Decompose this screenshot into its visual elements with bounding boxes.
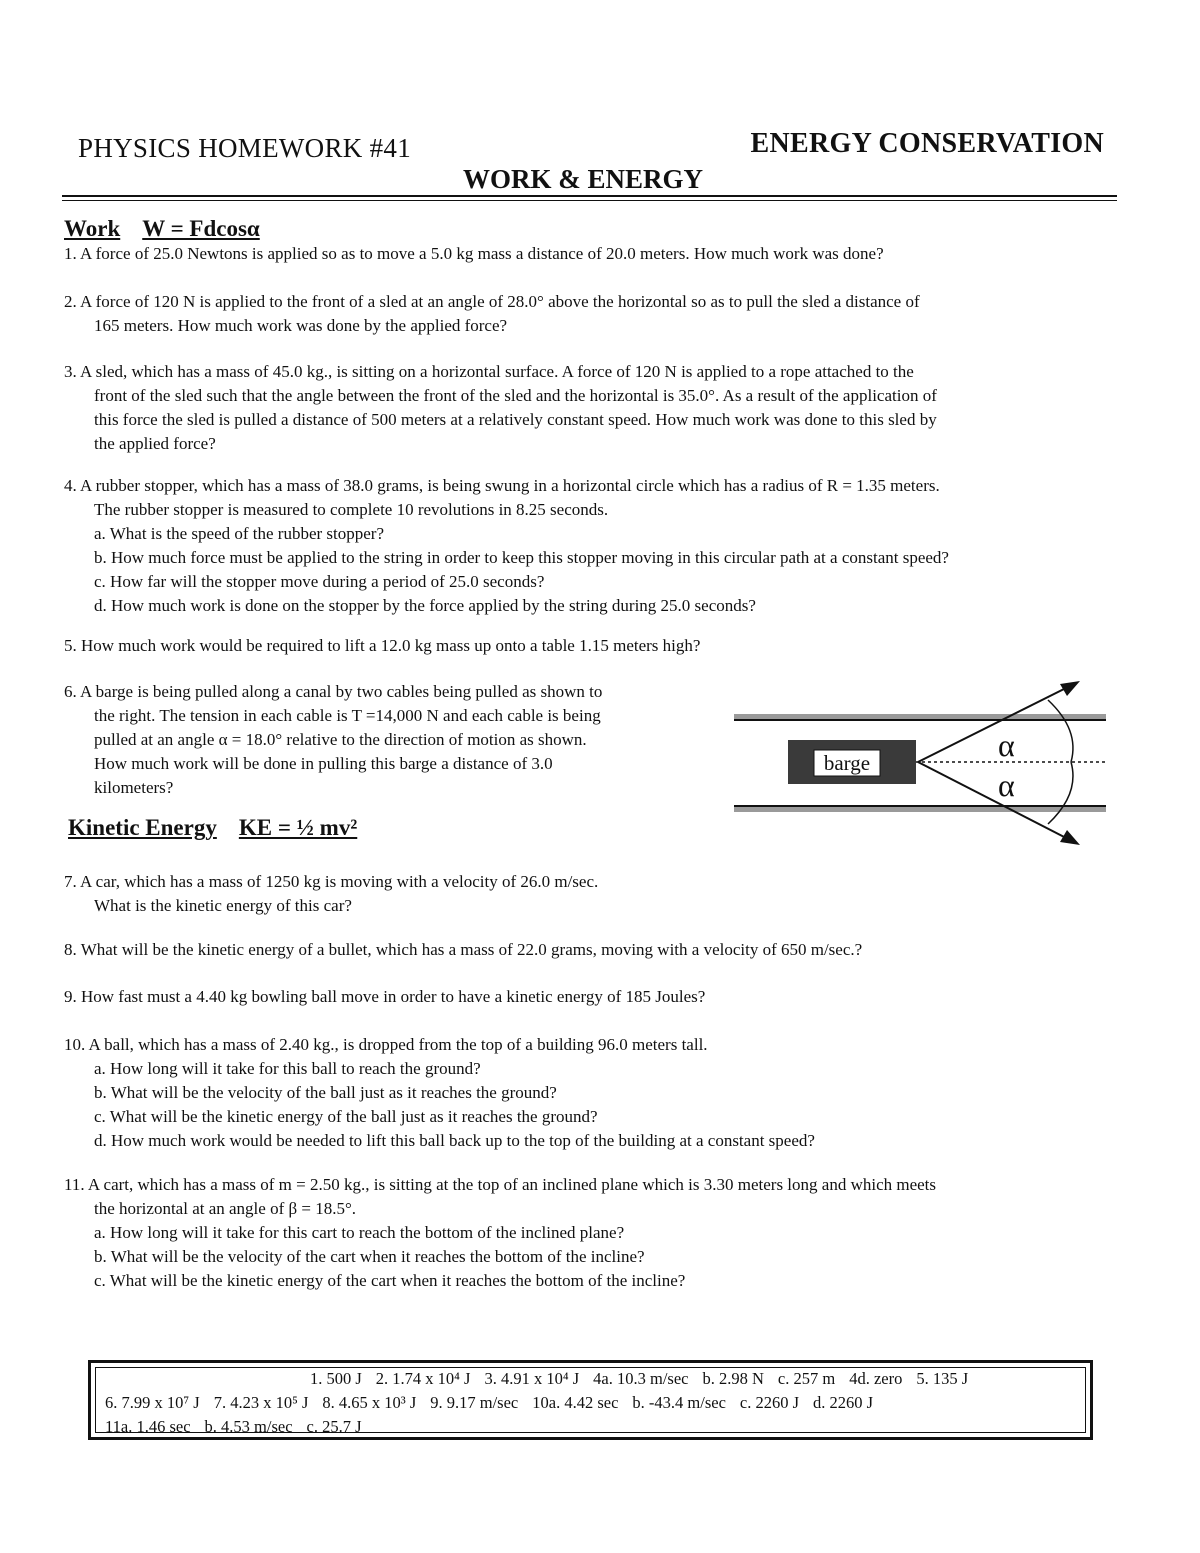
answer-key-line-2 bbox=[105, 1391, 1090, 1415]
answer-2: 2. 1.74 x 10⁴ J bbox=[375, 1369, 471, 1388]
answer-11b: b. 4.53 m/sec bbox=[204, 1417, 293, 1436]
question-part: d. How much work would be needed to lift this ball back up to the top of the building at a constant speed? bbox=[94, 1131, 815, 1150]
answer-4d: 4d. zero bbox=[849, 1369, 903, 1388]
header-rule bbox=[62, 195, 1117, 197]
question-part: c. What will be the kinetic energy of the ball just as it reaches the ground? bbox=[94, 1107, 598, 1126]
question-text: 3. A sled, which has a mass of 45.0 kg., is sitting on a horizontal surface. A force of 120 N is applied to a rope attached to the bbox=[64, 362, 914, 381]
question-part: a. How long will it take for this cart to reach the bottom of the inclined plane? bbox=[94, 1223, 625, 1242]
kinetic-energy-section-title: Kinetic Energy bbox=[68, 815, 217, 840]
answer-11a: 11a. 1.46 sec bbox=[105, 1417, 191, 1436]
question-text: the applied force? bbox=[94, 434, 216, 453]
question-text: How much work will be done in pulling this barge a distance of 3.0 bbox=[94, 754, 553, 773]
question-4 bbox=[64, 474, 949, 618]
answer-8: 8. 4.65 x 10³ J bbox=[322, 1393, 417, 1412]
question-text: the right. The tension in each cable is T =14,000 N and each cable is being bbox=[94, 706, 601, 725]
answer-key-line-1 bbox=[105, 1367, 1090, 1391]
question-1 bbox=[64, 242, 884, 266]
cable-lower-arrowhead bbox=[1060, 830, 1080, 845]
question-text: 2. A force of 120 N is applied to the front of a sled at an angle of 28.0° above the horizontal so as to pull the sled a distance of bbox=[64, 292, 920, 311]
question-text: the horizontal at an angle of β = 18.5°. bbox=[94, 1199, 357, 1218]
question-6 bbox=[64, 680, 602, 800]
question-text: 7. A car, which has a mass of 1250 kg is moving with a velocity of 26.0 m/sec. bbox=[64, 872, 599, 891]
question-2 bbox=[64, 290, 920, 338]
question-part: a. What is the speed of the rubber stopper? bbox=[94, 524, 385, 543]
work-section-title: Work bbox=[64, 216, 121, 241]
question-8 bbox=[64, 938, 862, 962]
answer-key-line-3 bbox=[105, 1415, 1090, 1439]
cable-upper bbox=[918, 686, 1070, 762]
answer-10d: d. 2260 J bbox=[813, 1393, 874, 1412]
work-section-heading bbox=[64, 216, 260, 242]
question-part: c. What will be the kinetic energy of the cart when it reaches the bottom of the incline? bbox=[94, 1271, 686, 1290]
question-text: The rubber stopper is measured to complete 10 revolutions in 8.25 seconds. bbox=[94, 500, 609, 519]
worksheet-title: PHYSICS HOMEWORK #41 bbox=[78, 133, 412, 163]
question-text: 165 meters. How much work was done by the applied force? bbox=[94, 316, 508, 335]
kinetic-energy-section-heading bbox=[68, 815, 357, 841]
question-text: 1. A force of 25.0 Newtons is applied so as to move a 5.0 kg mass a distance of 20.0 meters. How much work was done? bbox=[64, 244, 884, 263]
angle-arc-upper bbox=[1048, 700, 1073, 762]
kinetic-energy-formula: KE = ½ mv² bbox=[238, 815, 358, 840]
section-topic: WORK & ENERGY bbox=[463, 164, 704, 194]
answer-10c: c. 2260 J bbox=[739, 1393, 800, 1412]
question-part: a. How long will it take for this ball to reach the ground? bbox=[94, 1059, 481, 1078]
cable-upper-arrowhead bbox=[1060, 681, 1080, 696]
answer-10a: 10a. 4.42 sec bbox=[532, 1393, 619, 1412]
question-7 bbox=[64, 870, 598, 918]
answer-key-box bbox=[88, 1360, 1093, 1440]
question-9 bbox=[64, 985, 705, 1009]
question-text: 8. What will be the kinetic energy of a bullet, which has a mass of 22.0 grams, moving with a velocity of 650 m/sec.? bbox=[64, 940, 863, 959]
question-text: 6. A barge is being pulled along a canal by two cables being pulled as shown to bbox=[64, 682, 603, 701]
question-text: front of the sled such that the angle between the front of the sled and the horizontal is 35.0°. As a result of the application of bbox=[94, 386, 937, 405]
answer-4b: b. 2.98 N bbox=[702, 1369, 764, 1388]
question-text: 10. A ball, which has a mass of 2.40 kg., is dropped from the top of a building 96.0 meters tall. bbox=[64, 1035, 708, 1054]
unit-title: ENERGY CONSERVATION bbox=[750, 128, 1104, 159]
angle-label-lower: α bbox=[998, 767, 1015, 803]
question-text: this force the sled is pulled a distance of 500 meters at a relatively constant speed. How much work was done to this sled by bbox=[94, 410, 937, 429]
cable-lower bbox=[918, 762, 1070, 840]
header-rule-thin bbox=[62, 200, 1117, 201]
answer-4a: 4a. 10.3 m/sec bbox=[593, 1369, 689, 1388]
question-10 bbox=[64, 1033, 815, 1153]
angle-label-upper: α bbox=[998, 727, 1015, 763]
answer-7: 7. 4.23 x 10⁵ J bbox=[213, 1393, 309, 1412]
question-part: b. What will be the velocity of the cart when it reaches the bottom of the incline? bbox=[94, 1247, 645, 1266]
question-part: b. What will be the velocity of the ball just as it reaches the ground? bbox=[94, 1083, 557, 1102]
answer-9: 9. 9.17 m/sec bbox=[430, 1393, 519, 1412]
question-part: d. How much work is done on the stopper by the force applied by the string during 25.0 seconds? bbox=[94, 596, 756, 615]
question-text: 4. A rubber stopper, which has a mass of 38.0 grams, is being swung in a horizontal circle which has a radius of R = 1.35 meters. bbox=[64, 476, 940, 495]
answer-3: 3. 4.91 x 10⁴ J bbox=[484, 1369, 580, 1388]
answer-4c: c. 257 m bbox=[777, 1369, 836, 1388]
question-text: 5. How much work would be required to lift a 12.0 kg mass up onto a table 1.15 meters high? bbox=[64, 636, 701, 655]
question-text: 9. How fast must a 4.40 kg bowling ball move in order to have a kinetic energy of 185 Joules? bbox=[64, 987, 706, 1006]
answer-5: 5. 135 J bbox=[916, 1369, 969, 1388]
answer-10b: b. -43.4 m/sec bbox=[632, 1393, 726, 1412]
question-text: 11. A cart, which has a mass of m = 2.50 kg., is sitting at the top of an inclined plane which is 3.30 meters long and which meets bbox=[64, 1175, 937, 1194]
question-5 bbox=[64, 634, 700, 658]
answer-1: 1. 500 J bbox=[310, 1369, 362, 1388]
barge-diagram bbox=[730, 670, 1120, 860]
question-part: b. How much force must be applied to the string in order to keep this stopper moving in this circular path at a constant speed? bbox=[94, 548, 949, 567]
question-text: What is the kinetic energy of this car? bbox=[94, 896, 352, 915]
answer-6: 6. 7.99 x 10⁷ J bbox=[105, 1393, 200, 1412]
question-text: pulled at an angle α = 18.0° relative to the direction of motion as shown. bbox=[94, 730, 587, 749]
question-3 bbox=[64, 360, 937, 456]
angle-arc-lower bbox=[1048, 762, 1073, 824]
answer-11c: c. 25.7 J bbox=[306, 1417, 362, 1436]
work-formula: W = Fdcosα bbox=[142, 216, 260, 241]
question-part: c. How far will the stopper move during a period of 25.0 seconds? bbox=[94, 572, 545, 591]
barge-label: barge bbox=[823, 751, 871, 775]
question-text: kilometers? bbox=[94, 778, 174, 797]
question-11 bbox=[64, 1173, 936, 1293]
